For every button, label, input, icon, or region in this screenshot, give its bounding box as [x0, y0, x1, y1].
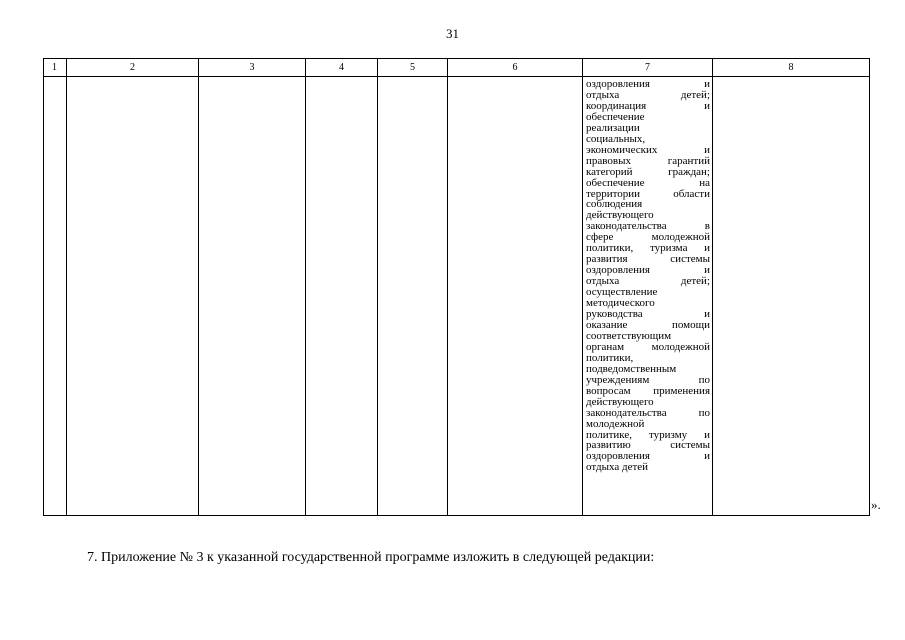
- column7-line: молодежной: [586, 417, 645, 430]
- column7-line: учреждениям по: [586, 373, 710, 386]
- table-cell-7: [583, 77, 713, 516]
- column7-line: оздоровления и: [586, 264, 710, 277]
- table-cell-1: [44, 77, 67, 516]
- column-header-7: 7: [583, 59, 713, 77]
- table-cell-8: [713, 77, 870, 516]
- table-header-row: [44, 59, 870, 77]
- column7-line: методического: [586, 297, 655, 310]
- column7-line: вопросам применения: [586, 384, 710, 397]
- column7-line: действующего: [586, 395, 654, 408]
- column7-line: обеспечение: [586, 110, 645, 123]
- column7-line: правовых гарантий: [586, 154, 710, 167]
- column7-line: обеспечение на: [586, 176, 710, 189]
- column7-line: соответствующим: [586, 329, 672, 342]
- column7-line: отдыха детей;: [586, 275, 710, 288]
- column7-line: законодательства в: [586, 220, 710, 233]
- column7-line: сфере молодежной: [586, 231, 710, 244]
- column-header-3: 3: [199, 59, 306, 77]
- column7-line: координация и: [586, 99, 710, 112]
- column7-line: реализации: [586, 121, 640, 134]
- closing-quote-mark: ».: [871, 497, 881, 512]
- column7-line: соблюдения: [586, 198, 643, 211]
- column7-line: органам молодежной: [586, 340, 710, 353]
- column7-line: политике, туризму и: [586, 428, 710, 441]
- column7-line: оказание помощи: [586, 318, 710, 331]
- table-cell-2: [67, 77, 199, 516]
- column7-line: отдыха детей;: [586, 88, 710, 101]
- paragraph-7: 7. Приложение № 3 к указанной государственной программе изложить в следующей редакции:: [87, 550, 655, 565]
- column7-line: оздоровления и: [586, 78, 710, 90]
- column7-line: законодательства по: [586, 406, 710, 419]
- column-header-5: 5: [378, 59, 448, 77]
- column7-line: территории области: [586, 187, 710, 200]
- table-cell-6: [448, 77, 583, 516]
- table-cell-3: [199, 77, 306, 516]
- page-number: 31: [446, 26, 459, 41]
- column7-line: отдыха детей: [586, 461, 649, 474]
- program-table: [43, 58, 870, 516]
- column7-line: действующего: [586, 209, 654, 222]
- table-cell-5: [378, 77, 448, 516]
- column7-text: [583, 77, 712, 473]
- table-cell-4: [306, 77, 378, 516]
- column7-line: оздоровления и: [586, 450, 710, 463]
- column7-line: развитию системы: [586, 439, 710, 452]
- column-header-2: 2: [67, 59, 199, 77]
- column7-line: развития системы: [586, 253, 710, 266]
- column7-line: руководства и: [586, 308, 710, 321]
- column-header-6: 6: [448, 59, 583, 77]
- column-header-8: 8: [713, 59, 870, 77]
- column7-line: подведомственным: [586, 362, 677, 375]
- column7-line: осуществление: [586, 286, 658, 299]
- table-row: [44, 77, 870, 516]
- column7-line: политики, туризма и: [586, 242, 710, 255]
- column7-line: политики,: [586, 351, 634, 364]
- column7-line: социальных,: [586, 132, 646, 145]
- column7-line: категорий граждан;: [586, 165, 710, 178]
- column7-line: экономических и: [586, 143, 710, 156]
- column-header-4: 4: [306, 59, 378, 77]
- column-header-1: 1: [44, 59, 67, 77]
